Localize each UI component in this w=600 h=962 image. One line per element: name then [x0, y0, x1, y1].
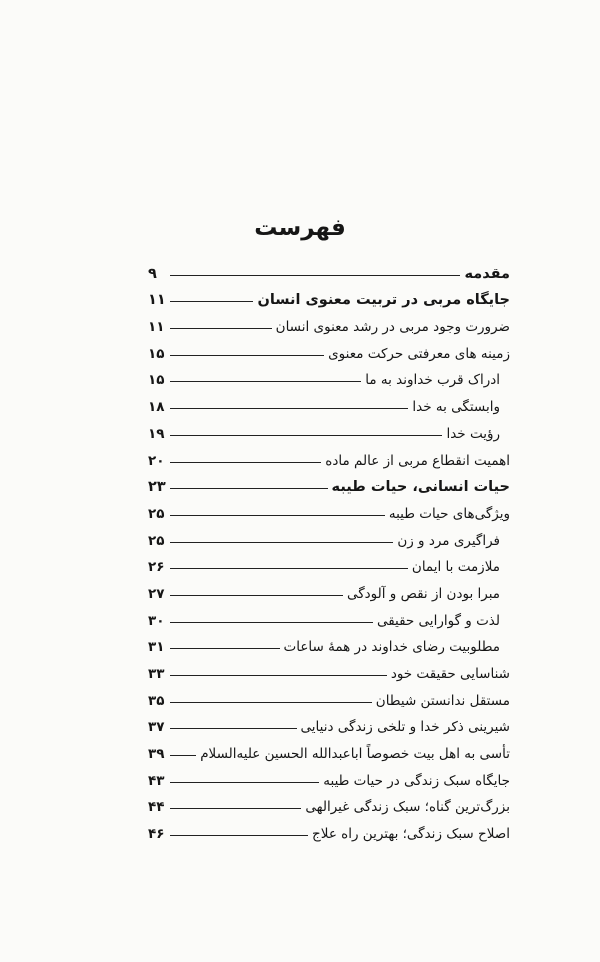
toc-entry-page-number: ۳۹ — [148, 746, 165, 763]
toc-entry-label: وابستگی به خدا — [412, 399, 500, 416]
toc-entry-page-number: ۲۷ — [148, 585, 165, 602]
toc-entry-label: شناسایی حقیقت خود — [390, 666, 510, 682]
toc-entry-page-number: ۱۵ — [148, 345, 165, 362]
toc-entry — [148, 762, 510, 789]
toc-entry-label: فراگیری مرد و زن — [397, 532, 500, 549]
toc-entry-label: مستقل ندانستن شیطان — [375, 692, 510, 709]
toc-leader-line — [170, 808, 301, 809]
toc-entry — [148, 282, 510, 309]
toc-entry-label: زمینه های معرفتی حرکت معنوی — [328, 345, 510, 362]
toc-entry-page-number: ۳۵ — [148, 692, 165, 709]
toc-leader-line — [170, 462, 321, 463]
toc-leader-line — [170, 702, 372, 703]
toc-leader-line — [170, 381, 361, 382]
toc-entry-label: رؤیت خدا — [446, 425, 500, 442]
toc-leader-line — [170, 328, 272, 329]
table-of-contents — [148, 255, 510, 842]
toc-entry-label: بزرگ‌ترین گناه؛ سبک زندگی غیرالهی — [305, 799, 510, 816]
toc-entry-label: اصلاح سبک زندگی؛ بهترین راه علاج — [312, 826, 510, 843]
toc-entry-page-number: ۴۳ — [148, 772, 165, 789]
toc-entry — [148, 362, 510, 389]
toc-entry-page-number: ۴۶ — [148, 826, 165, 843]
toc-entry — [148, 388, 510, 415]
toc-entry — [148, 629, 510, 656]
toc-entry — [148, 735, 510, 762]
toc-leader-line — [170, 515, 385, 516]
toc-leader-line — [170, 595, 343, 596]
page-title: فهرست — [254, 215, 346, 241]
toc-leader-line — [170, 675, 387, 676]
toc-entry — [148, 442, 510, 469]
toc-leader-line — [170, 301, 253, 302]
toc-leader-line — [170, 568, 408, 569]
toc-entry-label: تأسی به اهل بیت خصوصاً اباعبدالله الحسین علیه‌السلام — [200, 746, 510, 763]
toc-entry-page-number: ۲۵ — [148, 532, 165, 549]
toc-entry — [148, 469, 510, 496]
toc-leader-line — [170, 355, 324, 356]
toc-entry-label: ضرورت وجود مربی در رشد معنوی انسان — [275, 319, 510, 336]
toc-entry-page-number: ۱۱ — [148, 319, 165, 336]
toc-entry-page-number: ۳۱ — [148, 639, 165, 656]
toc-leader-line — [170, 408, 408, 409]
toc-entry-label: جایگاه سبک زندگی در حیات طیبه — [323, 772, 510, 789]
toc-leader-line — [170, 755, 196, 756]
toc-entry — [148, 522, 510, 549]
toc-entry-label: مبرا بودن از نقص و آلودگی — [346, 585, 500, 602]
toc-entry — [148, 335, 510, 362]
toc-leader-line — [170, 648, 280, 649]
toc-entry-page-number: ۲۵ — [148, 505, 165, 522]
toc-entry — [148, 815, 510, 842]
toc-entry — [148, 682, 510, 709]
toc-entry-label: ادراک قرب خداوند به ما — [365, 372, 500, 389]
toc-entry-page-number: ۱۵ — [148, 372, 165, 389]
toc-entry — [148, 308, 510, 335]
toc-leader-line — [170, 622, 373, 623]
toc-entry-label: لذت و گوارایی حقیقی — [376, 612, 500, 629]
toc-leader-line — [170, 835, 308, 836]
toc-entry-page-number: ۱۸ — [148, 399, 165, 416]
toc-entry-label: جایگاه مربی در تربیت معنوی انسان — [257, 292, 510, 309]
toc-entry-page-number: ۳۰ — [148, 612, 165, 629]
toc-entry — [148, 709, 510, 736]
toc-entry-label: مقدمه — [464, 265, 510, 282]
toc-entry-page-number: ۴۴ — [148, 799, 165, 816]
toc-entry — [148, 549, 510, 576]
toc-leader-line — [170, 542, 393, 543]
toc-entry-page-number: ۲۰ — [148, 452, 165, 469]
toc-entry — [148, 495, 510, 522]
toc-entry-label: ویژگی‌های حیات طیبه — [388, 505, 510, 522]
toc-leader-line — [170, 728, 297, 729]
toc-entry — [148, 415, 510, 442]
toc-entry — [148, 655, 510, 682]
toc-entry-label: ملازمت با ایمان — [411, 559, 500, 576]
toc-entry-page-number: ۱۱ — [148, 292, 166, 309]
toc-entry — [148, 789, 510, 816]
toc-entry-label: مطلوبیت رضای خداوند در همهٔ ساعات — [283, 639, 500, 656]
toc-entry-label: شیرینی ذکر خدا و تلخی زندگی دنیایی — [300, 719, 510, 736]
toc-entry-page-number: ۳۷ — [148, 719, 165, 736]
toc-entry-label: اهمیت انقطاع مربی از عالم ماده — [325, 452, 510, 469]
toc-entry — [148, 575, 510, 602]
toc-entry — [148, 602, 510, 629]
toc-entry-page-number: ۲۶ — [148, 559, 165, 576]
toc-entry-page-number: ۳۳ — [148, 666, 165, 682]
toc-leader-line — [170, 782, 319, 783]
toc-entry — [148, 255, 510, 282]
toc-entry-page-number: ۱۹ — [148, 425, 165, 442]
toc-entry-page-number: ۲۳ — [148, 479, 166, 496]
toc-leader-line — [170, 275, 460, 276]
toc-leader-line — [170, 488, 328, 489]
toc-entry-page-number: ۹ — [148, 265, 157, 282]
toc-entry-label: حیات انسانی، حیات طیبه — [331, 479, 510, 496]
toc-leader-line — [170, 435, 442, 436]
